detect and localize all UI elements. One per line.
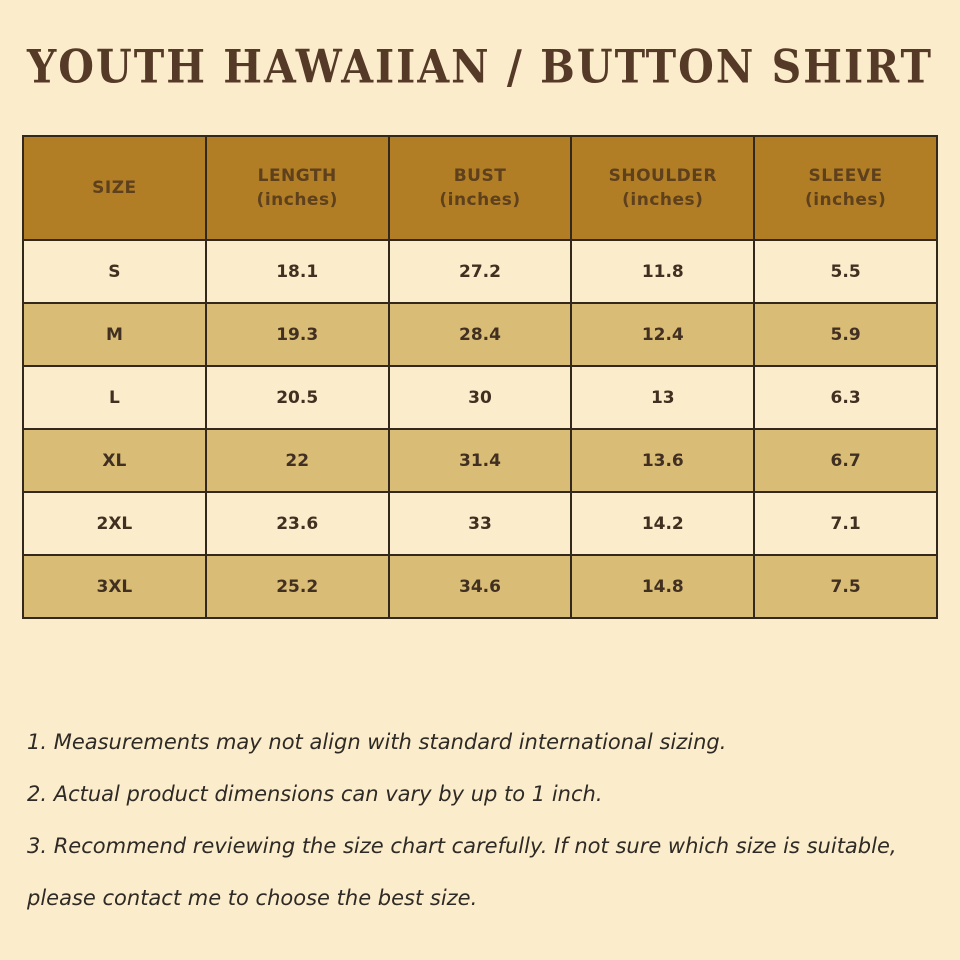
column-label: SIZE <box>92 178 137 198</box>
column-header-size <box>23 136 206 240</box>
column-unit-label: (inches) <box>256 190 338 210</box>
notes-section <box>27 716 939 924</box>
note-3: 3. Recommend reviewing the size chart carefully. If not sure which size is suitable, please contact me to choose the best size. <box>27 834 897 910</box>
column-label: SLEEVE <box>808 166 883 186</box>
table-header-row <box>23 136 937 240</box>
page-title: YOUTH HAWAIIAN / BUTTON SHIRT <box>27 40 933 94</box>
measurement-cell: 14.2 <box>571 492 754 555</box>
size-table <box>22 135 938 619</box>
measurement-cell: 11.8 <box>571 240 754 303</box>
column-label: LENGTH <box>257 166 337 186</box>
size-cell: 2XL <box>23 492 206 555</box>
table-row-2xl <box>23 492 937 555</box>
column-label: SHOULDER <box>608 166 717 186</box>
size-cell: XL <box>23 429 206 492</box>
table-row-l <box>23 366 937 429</box>
measurement-cell: 31.4 <box>389 429 572 492</box>
column-unit-label: (inches) <box>804 190 887 210</box>
measurement-cell: 7.5 <box>754 555 937 618</box>
column-header-sleeve <box>754 136 937 240</box>
table-row-3xl <box>23 555 937 618</box>
column-label: BUST <box>453 166 507 186</box>
measurement-cell: 20.5 <box>206 366 389 429</box>
measurement-cell: 6.7 <box>754 429 937 492</box>
measurement-cell: 5.5 <box>754 240 937 303</box>
table-row-s <box>23 240 937 303</box>
measurement-cell: 19.3 <box>206 303 389 366</box>
measurement-cell: 14.8 <box>571 555 754 618</box>
measurement-cell: 28.4 <box>389 303 572 366</box>
size-cell: L <box>23 366 206 429</box>
measurement-cell: 7.1 <box>754 492 937 555</box>
column-unit-label: (inches) <box>622 190 704 210</box>
measurement-cell: 13.6 <box>571 429 754 492</box>
measurement-cell: 5.9 <box>754 303 937 366</box>
measurement-cell: 23.6 <box>206 492 389 555</box>
note-1: 1. Measurements may not align with standard international sizing. <box>27 730 727 754</box>
measurement-cell: 22 <box>206 429 389 492</box>
note-2: 2. Actual product dimensions can vary by up to 1 inch. <box>27 782 603 806</box>
measurement-cell: 18.1 <box>206 240 389 303</box>
size-cell: 3XL <box>23 555 206 618</box>
table-row-xl <box>23 429 937 492</box>
measurement-cell: 25.2 <box>206 555 389 618</box>
size-cell: S <box>23 240 206 303</box>
size-cell: M <box>23 303 206 366</box>
measurement-cell: 30 <box>389 366 572 429</box>
column-header-bust <box>389 136 572 240</box>
column-header-shoulder <box>571 136 754 240</box>
measurement-cell: 13 <box>571 366 754 429</box>
column-header-length <box>206 136 389 240</box>
column-unit-label: (inches) <box>439 190 521 210</box>
table-row-m <box>23 303 937 366</box>
measurement-cell: 27.2 <box>389 240 572 303</box>
measurement-cell: 34.6 <box>389 555 572 618</box>
measurement-cell: 12.4 <box>571 303 754 366</box>
measurement-cell: 33 <box>389 492 572 555</box>
measurement-cell: 6.3 <box>754 366 937 429</box>
